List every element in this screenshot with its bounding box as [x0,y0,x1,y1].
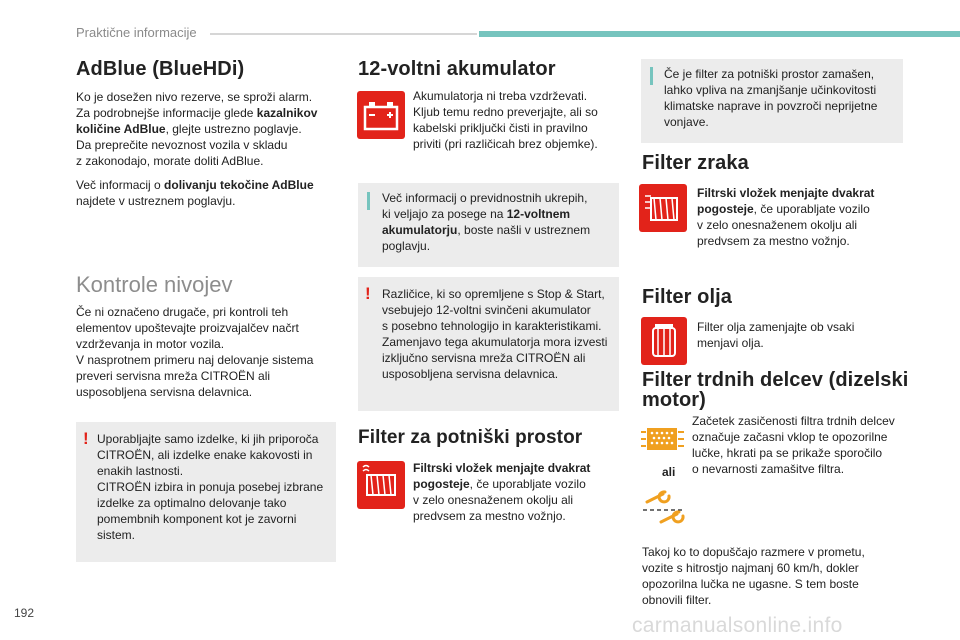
filter-prostor-title: Filter za potniški prostor [358,427,583,448]
filter-delcev-paragraph-1: Začetek zasičenosti filtra trdnih delcev označuje začasni vklop te opozorilne lučke, hkrati pa se prikaže sporočilo o nevarnosti zamašitve filtra. [692,414,895,476]
service-wrench-icon [641,488,687,533]
info-icon [650,67,653,85]
air-filter-icon [639,184,687,237]
header-divider [210,33,477,35]
filter-prostor-paragraph: Filtrski vložek menjajte dvakrat pogosteje, če uporabljate vozilo v zelo onesnaženem okolju ali predvsem za mestno vožnjo. [413,461,591,523]
adblue-paragraph-1: Ko je dosežen nivo rezerve, se sproži alarm. Za podrobnejše informacije glede kazalnikov količine AdBlue, glejte ustrezno poglavje. Da preprečite nevoznost vozila v skladu z zakonodajo, morate doliti AdBlue. [76,90,318,168]
warning-icon: ! [365,284,371,303]
akumulator-paragraph: Akumulatorja ni treba vzdrževati. Kljub temu redno preverjajte, ali so kabelski priključki čisti in pravilno priviti (pri različicah brez objemke). [413,89,598,151]
section-header: Praktične informacije [76,25,197,40]
filter-delcev-title: Filter trdnih delcev (dizelski motor) [642,369,909,411]
akumulator-info-text: Več informacij o previdnostnih ukrepih, ki veljajo za posege na 12-voltnem akumulatorju, boste našli v ustreznem poglavju. [382,191,591,253]
kontrole-title: Kontrole nivojev [76,272,233,297]
kontrole-warning-text: Uporabljajte samo izdelke, ki jih priporoča CITROËN, ali izdelke enake kakovosti in enakih lastnosti. CITROËN izbira in ponuja posebej izbrane izdelke za optimalno delovanje tako pomembnih komponent kot je zavorni sistem. [97,432,324,542]
kontrole-paragraph: Če ni označeno drugače, pri kontroli teh elementov upoštevajte proizvajalčev načrt vzdrževanja in motor vozila. V nasprotnem primeru naj delovanje sistema preveri servisna mreža CITROËN ali usposobljena servisna delavnica. [76,305,314,399]
filter-zraka-title: Filter zraka [642,152,749,174]
akumulator-title: 12-voltni akumulator [358,58,556,80]
cabin-filter-icon [357,461,405,514]
header-accent-bar [479,31,960,37]
adblue-title: AdBlue (BlueHDi) [76,58,245,80]
warning-icon: ! [83,429,89,448]
akumulator-warning-text: Različice, ki so opremljene s Stop & Start, vsebujejo 12-voltni svinčeni akumulator s posebno tehnologijo in karakteristikami. Zamenjavo tega akumulatorja mora izvesti izključno servisna mreža CITROËN ali usposobljena servisna delavnica. [382,287,608,381]
filter-olja-title: Filter olja [642,286,733,308]
filter-zraka-paragraph: Filtrski vložek menjajte dvakrat pogosteje, če uporabljate vozilo v zelo onesnaženem okolju ali predvsem za mestno vožnjo. [697,186,875,248]
page-number: 192 [14,606,35,620]
filter-info-text: Če je filter za potniški prostor zamašen, lahko vpliva na zmanjšanje učinkovitosti klimatske naprave in povzroči neprijetne vonjave. [664,67,878,129]
battery-icon [357,91,405,144]
oil-filter-icon [641,317,687,370]
adblue-paragraph-2: Več informacij o dolivanju tekočine AdBlue najdete v ustreznem poglavju. [76,178,314,208]
info-icon [367,192,370,210]
watermark-site: carmanualsonline.info [632,614,843,637]
ali-label: ali [662,465,676,479]
filter-olja-paragraph: Filter olja zamenjajte ob vsaki menjavi olja. [697,320,855,350]
particle-filter-warning-icon [641,424,685,459]
filter-delcev-paragraph-2: Takoj ko to dopuščajo razmere v prometu, vozite s hitrostjo najmanj 60 km/h, dokler opozorilna lučka ne ugasne. S tem boste obnovili filter. [642,545,865,607]
